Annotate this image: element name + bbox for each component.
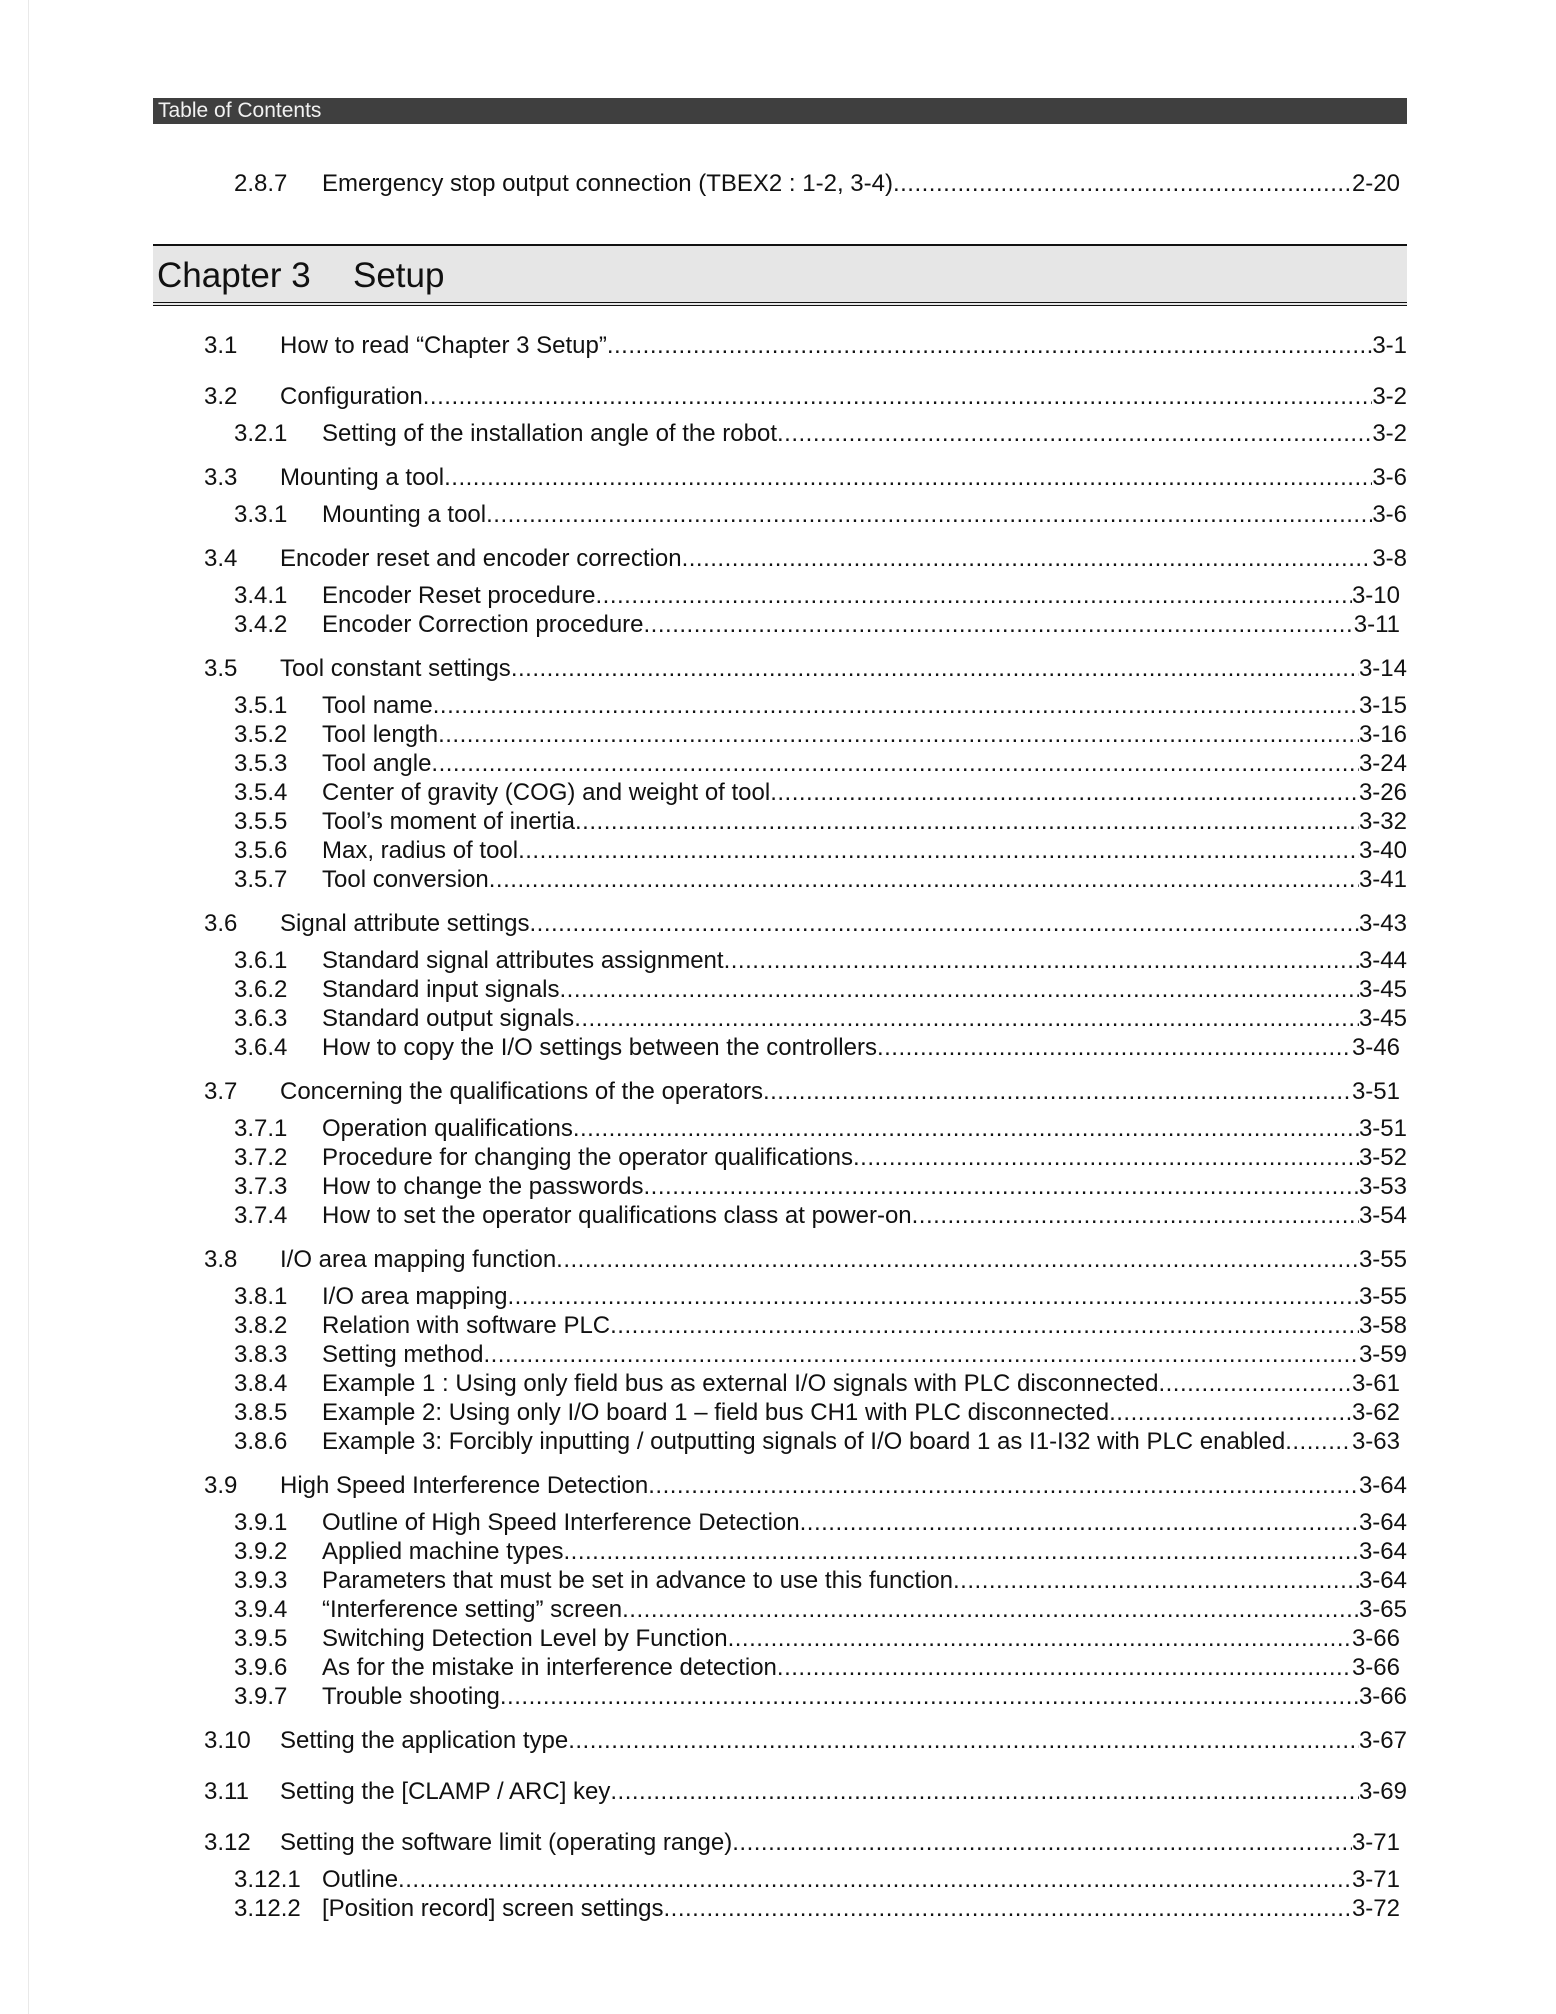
toc-entry-number: 3.12.1: [234, 1866, 301, 1893]
toc-entry[interactable]: [204, 653, 1407, 685]
toc-leader-dots: [431, 748, 1359, 780]
toc-entry[interactable]: [234, 835, 1407, 867]
toc-entry-title: Concerning the qualifications of the operators: [280, 1078, 763, 1105]
toc-entry[interactable]: [234, 1681, 1407, 1713]
toc-entry-page: 3-1: [1372, 332, 1407, 359]
toc-leader-dots: [953, 1565, 1359, 1597]
toc-entry-title: Outline of High Speed Interference Detection: [322, 1509, 800, 1536]
toc-leader-dots: [777, 418, 1372, 450]
toc-entry-number: 3.2: [204, 383, 238, 410]
toc-entry-title: Encoder Reset procedure: [322, 582, 596, 609]
toc-entry[interactable]: [234, 1003, 1407, 1035]
toc-entry-page: 3-59: [1358, 1341, 1407, 1368]
toc-entry-title: Parameters that must be set in advance to use this function: [322, 1567, 954, 1594]
toc-entry-number: 3.5.4: [234, 779, 288, 806]
toc-entry[interactable]: [234, 168, 1400, 200]
toc-entry-page: 3-64: [1358, 1472, 1407, 1499]
toc-entry-title: Tool angle: [322, 750, 432, 777]
toc-entry-title: High Speed Interference Detection: [280, 1472, 649, 1499]
toc-entry-title: Switching Detection Level by Function: [322, 1625, 728, 1652]
toc-entry-number: 3.5.6: [234, 837, 288, 864]
toc-entry-page: 3-16: [1358, 721, 1407, 748]
toc-entry[interactable]: [234, 1507, 1407, 1539]
toc-entry-page: 3-24: [1358, 750, 1407, 777]
toc-entry-number: 3.9.2: [234, 1538, 288, 1565]
toc-entry-title: How to change the passwords: [322, 1173, 644, 1200]
toc-leader-dots: [770, 777, 1359, 809]
toc-entry-page: 3-14: [1358, 655, 1407, 682]
toc-entry-page: 3-64: [1358, 1567, 1407, 1594]
toc-entry-page: 3-51: [1351, 1078, 1400, 1105]
toc-leader-dots: [853, 1142, 1359, 1174]
toc-entry-number: 3.12.2: [234, 1895, 301, 1922]
toc-leader-dots: [610, 1310, 1359, 1342]
toc-leader-dots: [610, 1776, 1359, 1808]
toc-entry-title: I/O area mapping function: [280, 1246, 557, 1273]
toc-entry[interactable]: [234, 777, 1407, 809]
toc-entry-title: Emergency stop output connection (TBEX2 : 1-2, 3-4): [322, 170, 893, 197]
page-edge-line: [28, 0, 29, 2014]
toc-entry-title: How to set the operator qualifications class at power-on: [322, 1202, 912, 1229]
toc-leader-dots: [518, 835, 1359, 867]
toc-leader-dots: [489, 864, 1359, 896]
toc-entry-number: 3.5.3: [234, 750, 288, 777]
toc-entry[interactable]: [234, 1536, 1407, 1568]
toc-entry-number: 3.9.3: [234, 1567, 288, 1594]
toc-entry[interactable]: [234, 1368, 1400, 1400]
toc-entry-page: 3-64: [1358, 1538, 1407, 1565]
toc-entry[interactable]: [204, 1776, 1407, 1808]
toc-leader-dots: [724, 945, 1359, 977]
toc-entry-number: 3.6: [204, 910, 238, 937]
toc-entry[interactable]: [234, 974, 1407, 1006]
toc-entry-page: 3-2: [1372, 383, 1407, 410]
toc-entry-number: 3.7.1: [234, 1115, 288, 1142]
toc-leader-dots: [423, 381, 1373, 413]
toc-entry-page: 3-8: [1372, 545, 1407, 572]
toc-entry-page: 3-6: [1372, 501, 1407, 528]
toc-entry-page: 3-54: [1358, 1202, 1407, 1229]
toc-leader-dots: [777, 1652, 1352, 1684]
chapter-title: Setup: [353, 256, 445, 295]
toc-entry-page: 3-58: [1358, 1312, 1407, 1339]
toc-entry[interactable]: [204, 381, 1407, 413]
toc-entry[interactable]: [234, 1281, 1407, 1313]
toc-entry-page: 3-66: [1358, 1683, 1407, 1710]
toc-entry-title: Tool conversion: [322, 866, 489, 893]
toc-entry-title: Relation with software PLC: [322, 1312, 611, 1339]
toc-leader-dots: [893, 168, 1352, 200]
toc-entry-number: 3.7.3: [234, 1173, 288, 1200]
running-header: [153, 98, 1407, 124]
toc-entry-page: 3-26: [1358, 779, 1407, 806]
toc-entry-number: 3.9.1: [234, 1509, 288, 1536]
toc-leader-dots: [486, 499, 1372, 531]
toc-leader-dots: [644, 609, 1354, 641]
toc-entry-page: 3-43: [1358, 910, 1407, 937]
toc-leader-dots: [560, 974, 1359, 1006]
toc-entry-title: Standard input signals: [322, 976, 560, 1003]
toc-leader-dots: [575, 806, 1359, 838]
toc-entry[interactable]: [234, 1032, 1400, 1064]
toc-entry[interactable]: [234, 719, 1407, 751]
toc-entry-title: Setting method: [322, 1341, 484, 1368]
toc-entry-page: 3-71: [1351, 1866, 1400, 1893]
toc-leader-dots: [511, 653, 1359, 685]
toc-leader-dots: [1158, 1368, 1352, 1400]
toc-leader-dots: [574, 1003, 1359, 1035]
toc-entry-page: 3-62: [1351, 1399, 1400, 1426]
toc-entry-page: 3-44: [1358, 947, 1407, 974]
toc-leader-dots: [596, 580, 1352, 612]
toc-leader-dots: [622, 1594, 1359, 1626]
toc-entry-number: 3.9.5: [234, 1625, 288, 1652]
toc-entry-page: 3-10: [1351, 582, 1400, 609]
toc-entry-title: Mounting a tool: [322, 501, 487, 528]
toc-entry-title: Tool’s moment of inertia: [322, 808, 576, 835]
toc-entry-title: Setting of the installation angle of the robot: [322, 420, 777, 447]
toc-entry-page: 3-66: [1351, 1625, 1400, 1652]
toc-entry-number: 3.6.2: [234, 976, 288, 1003]
toc-entry-title: Max, radius of tool: [322, 837, 519, 864]
toc-entry-number: 3.5.2: [234, 721, 288, 748]
running-header-title: Table of Contents: [158, 99, 322, 122]
toc-leader-dots: [800, 1507, 1359, 1539]
toc-entry[interactable]: [234, 1864, 1400, 1896]
toc-entry-number: 3.4: [204, 545, 238, 572]
toc-entry[interactable]: [234, 1397, 1400, 1429]
toc-entry-number: 3.4.1: [234, 582, 288, 609]
toc-entry[interactable]: [204, 1470, 1407, 1502]
toc-entry[interactable]: [234, 1200, 1407, 1232]
toc-entry-number: 3.5.7: [234, 866, 288, 893]
chapter-label: Chapter 3: [157, 256, 311, 295]
toc-entry-page: 3-11: [1353, 611, 1400, 638]
toc-entry-number: 3.7.2: [234, 1144, 288, 1171]
toc-leader-dots: [433, 690, 1359, 722]
toc-leader-dots: [877, 1032, 1352, 1064]
toc-entry-page: 3-64: [1358, 1509, 1407, 1536]
toc-entry-number: 3.8.3: [234, 1341, 288, 1368]
toc-entry-number: 3.6.4: [234, 1034, 288, 1061]
toc-entry[interactable]: [234, 1623, 1400, 1655]
chapter-banner: [153, 244, 1407, 306]
toc-leader-dots: [507, 1281, 1359, 1313]
toc-entry[interactable]: [234, 1339, 1407, 1371]
toc-entry[interactable]: [234, 1310, 1407, 1342]
toc-entry-number: 3.2.1: [234, 420, 288, 447]
toc-entry-page: 3-63: [1351, 1428, 1400, 1455]
toc-entry-title: How to copy the I/O settings between the controllers: [322, 1034, 877, 1061]
toc-entry-title: Procedure for changing the operator qualifications: [322, 1144, 853, 1171]
toc-entry-page: 3-46: [1351, 1034, 1400, 1061]
toc-entry-title: [Position record] screen settings: [322, 1895, 664, 1922]
toc-entry-title: Example 1 : Using only field bus as external I/O signals with PLC disconnected: [322, 1370, 1159, 1397]
toc-leader-dots: [398, 1864, 1352, 1896]
toc-entry-title: As for the mistake in interference detection: [322, 1654, 777, 1681]
toc-entry-number: 3.5: [204, 655, 238, 682]
toc-entry-number: 3.6.3: [234, 1005, 288, 1032]
toc-entry-title: I/O area mapping: [322, 1283, 508, 1310]
toc-leader-dots: [573, 1113, 1359, 1145]
toc-entry[interactable]: [234, 945, 1407, 977]
toc-entry-page: 3-52: [1358, 1144, 1407, 1171]
toc-entry-title: Center of gravity (COG) and weight of tool: [322, 779, 771, 806]
toc-leader-dots: [763, 1076, 1352, 1108]
toc-entry-page: 3-41: [1358, 866, 1407, 893]
toc-entry-number: 3.8.6: [234, 1428, 288, 1455]
toc-entry[interactable]: [204, 543, 1407, 575]
toc-entry-page: 3-66: [1351, 1654, 1400, 1681]
toc-entry-title: How to read “Chapter 3 Setup”: [280, 332, 607, 359]
toc-entry[interactable]: [204, 330, 1407, 362]
toc-leader-dots: [500, 1681, 1359, 1713]
toc-entry-page: 3-71: [1351, 1829, 1400, 1856]
toc-entry-number: 3.3: [204, 464, 238, 491]
toc-entry[interactable]: [234, 418, 1407, 450]
toc-entry-page: 3-40: [1358, 837, 1407, 864]
toc-entry-page: 3-51: [1358, 1115, 1407, 1142]
toc-entry-number: 3.7: [204, 1078, 238, 1105]
toc-entry-page: 3-6: [1372, 464, 1407, 491]
toc-entry-number: 3.11: [204, 1778, 249, 1805]
toc-entry-title: Example 3: Forcibly inputting / outputting signals of I/O board 1 as I1-I32 with PLC enabled: [322, 1428, 1286, 1455]
toc-entry-title: Setting the [CLAMP / ARC] key: [280, 1778, 611, 1805]
toc-entry-page: 2-20: [1351, 170, 1400, 197]
toc-entry-title: “Interference setting” screen: [322, 1596, 623, 1623]
toc-entry-page: 3-61: [1351, 1370, 1400, 1397]
toc-entry-title: Standard signal attributes assignment: [322, 947, 724, 974]
toc-entry[interactable]: [234, 609, 1400, 641]
toc-entry-number: 3.8.2: [234, 1312, 288, 1339]
toc-entry-page: 3-67: [1358, 1727, 1407, 1754]
toc-entry-title: Tool constant settings: [280, 655, 511, 682]
toc-entry-number: 3.8.5: [234, 1399, 288, 1426]
toc-leader-dots: [438, 719, 1359, 751]
toc-entry-title: Tool name: [322, 692, 433, 719]
toc-entry-page: 3-15: [1358, 692, 1407, 719]
toc-entry[interactable]: [204, 1076, 1400, 1108]
toc-leader-dots: [1109, 1397, 1352, 1429]
toc-entry[interactable]: [234, 1594, 1407, 1626]
toc-entry-number: 3.1: [204, 332, 238, 359]
toc-entry-number: 3.9.4: [234, 1596, 288, 1623]
toc-entry-number: 3.7.4: [234, 1202, 288, 1229]
toc-entry[interactable]: [234, 864, 1407, 896]
toc-leader-dots: [556, 1244, 1359, 1276]
toc-entry[interactable]: [234, 1142, 1407, 1174]
toc-entry-number: 3.8: [204, 1246, 238, 1273]
toc-entry-number: 3.8.4: [234, 1370, 288, 1397]
toc-entry-number: 3.12: [204, 1829, 251, 1856]
toc-entry-title: Trouble shooting: [322, 1683, 500, 1710]
toc-entry[interactable]: [234, 690, 1407, 722]
toc-entry-page: 3-2: [1372, 420, 1407, 447]
toc-entry-title: Signal attribute settings: [280, 910, 530, 937]
toc-leader-dots: [563, 1536, 1358, 1568]
toc-entry-page: 3-45: [1358, 976, 1407, 1003]
toc-leader-dots: [607, 330, 1372, 362]
toc-entry[interactable]: [234, 499, 1407, 531]
toc-entry-page: 3-32: [1358, 808, 1407, 835]
toc-entry-title: Setting the software limit (operating range): [280, 1829, 733, 1856]
toc-leader-dots: [444, 462, 1372, 494]
toc-leader-dots: [529, 908, 1358, 940]
toc-entry-title: Encoder Correction procedure: [322, 611, 644, 638]
toc-entry[interactable]: [234, 1565, 1407, 1597]
toc-entry-page: 3-69: [1358, 1778, 1407, 1805]
toc-leader-dots: [664, 1893, 1352, 1925]
toc-entry-title: Standard output signals: [322, 1005, 575, 1032]
toc-entry-page: 3-45: [1358, 1005, 1407, 1032]
toc-entry[interactable]: [204, 462, 1407, 494]
toc-entry[interactable]: [234, 806, 1407, 838]
toc-entry-number: 3.9.7: [234, 1683, 288, 1710]
toc-leader-dots: [912, 1200, 1359, 1232]
toc-entry-title: Mounting a tool: [280, 464, 445, 491]
toc-entry-title: Operation qualifications: [322, 1115, 573, 1142]
toc-entry-title: Encoder reset and encoder correction: [280, 545, 682, 572]
toc-entry-number: 3.9.6: [234, 1654, 288, 1681]
toc-leader-dots: [483, 1339, 1359, 1371]
toc-entry[interactable]: [204, 1827, 1400, 1859]
toc-leader-dots: [568, 1725, 1359, 1757]
toc-entry-number: 3.10: [204, 1727, 251, 1754]
toc-entry-title: Tool length: [322, 721, 439, 748]
toc-entry-page: 3-72: [1351, 1895, 1400, 1922]
toc-entry-number: 3.6.1: [234, 947, 288, 974]
toc-leader-dots: [648, 1470, 1359, 1502]
toc-leader-dots: [732, 1827, 1352, 1859]
toc-entry[interactable]: [234, 748, 1407, 780]
toc-entry[interactable]: [234, 580, 1400, 612]
toc-entry-number: 3.8.1: [234, 1283, 288, 1310]
toc-entry[interactable]: [234, 1113, 1407, 1145]
toc-entry-number: 3.5.1: [234, 692, 288, 719]
toc-entry-number: 3.3.1: [234, 501, 288, 528]
toc-entry-title: Configuration: [280, 383, 423, 410]
toc-entry-title: Setting the application type: [280, 1727, 569, 1754]
toc-entry-number: 2.8.7: [234, 170, 288, 197]
toc-entry-page: 3-65: [1358, 1596, 1407, 1623]
toc-entry[interactable]: [234, 1171, 1407, 1203]
toc-entry-title: Outline: [322, 1866, 399, 1893]
toc-entry-title: Example 2: Using only I/O board 1 – field bus CH1 with PLC disconnected: [322, 1399, 1110, 1426]
toc-entry-number: 3.9: [204, 1472, 238, 1499]
toc-entry-title: Applied machine types: [322, 1538, 564, 1565]
toc-entry-number: 3.5.5: [234, 808, 288, 835]
toc-entry[interactable]: [234, 1426, 1400, 1458]
toc-entry-page: 3-55: [1358, 1283, 1407, 1310]
toc-entry[interactable]: [204, 1244, 1407, 1276]
toc-entry-page: 3-55: [1358, 1246, 1407, 1273]
toc-entry[interactable]: [234, 1652, 1400, 1684]
toc-entry[interactable]: [204, 908, 1407, 940]
toc-entry-number: 3.4.2: [234, 611, 288, 638]
toc-entry-page: 3-53: [1358, 1173, 1407, 1200]
toc-leader-dots: [682, 543, 1373, 575]
toc-entry[interactable]: [204, 1725, 1407, 1757]
toc-leader-dots: [728, 1623, 1352, 1655]
toc-entry[interactable]: [234, 1893, 1400, 1925]
toc-leader-dots: [1285, 1426, 1352, 1458]
toc-leader-dots: [644, 1171, 1359, 1203]
